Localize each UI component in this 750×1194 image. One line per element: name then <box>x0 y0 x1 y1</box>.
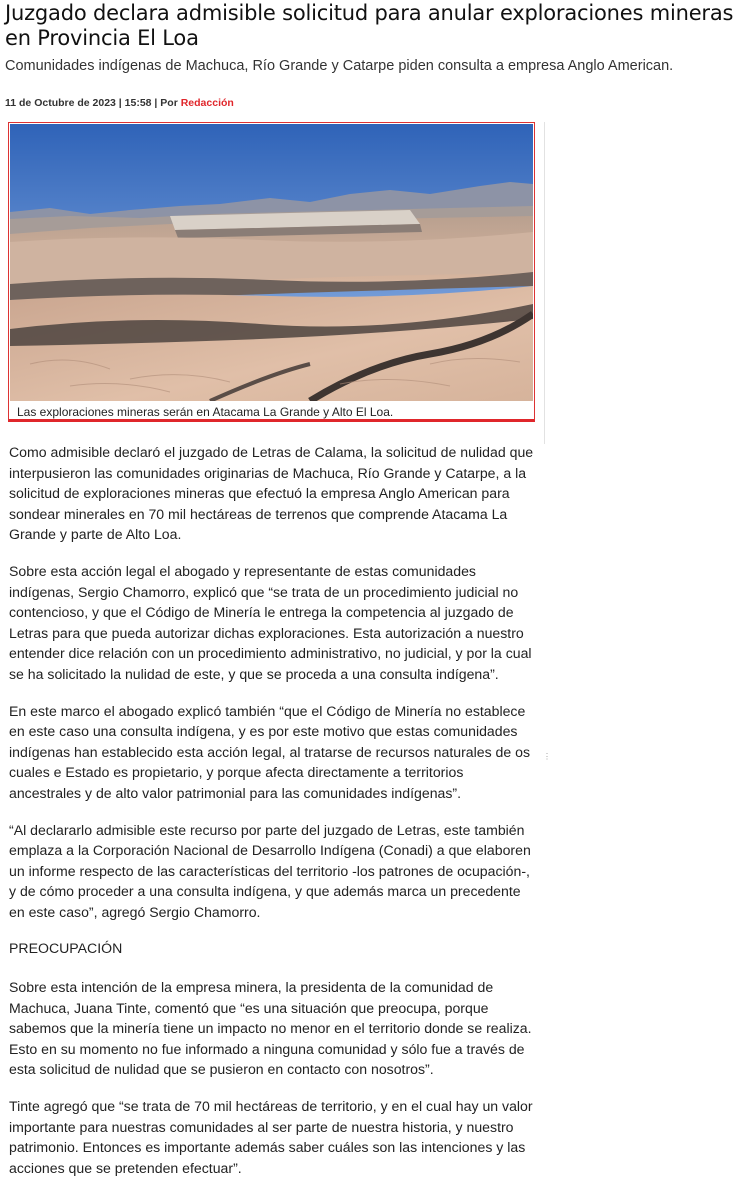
article-body <box>9 442 537 1194</box>
column-divider <box>544 122 545 444</box>
section-subheading: PREOCUPACIÓN <box>9 940 123 957</box>
article-figure <box>8 122 535 422</box>
paragraph: Tinte agregó que “se trata de 70 mil hectáreas de territorio, y en el cual hay un valor importante para nuestras comunidades al ser parte de nuestra historia, y nuestro patrimonio. Entonces es importante además saber cuáles son las intenciones y las acciones que se pretenden efectuar”. <box>9 1098 533 1176</box>
paragraph: “Al declararlo admisible este recurso por parte del juzgado de Letras, este también emplaza a la Corporación Nacional de Desarrollo Indígena (Conadi) a que elaboren un informe respecto de las características del territorio -los patrones de ocupación-, y de cómo proceder a una consulta indígena, y que además marca un precedente en este caso”, agregó Sergio Chamorro. <box>9 821 531 920</box>
byline-author-link[interactable]: Redacción <box>180 97 234 109</box>
paragraph: Sobre esta intención de la empresa minera, la presidenta de la comunidad de Machuca, Juana Tinte, comentó que “es una situación que preocupa, porque sabemos que la minería tiene un impacto no menor en el territorio donde se realiza. Esto en su momento no fue informado a ninguna comunidad y sólo fue a través de esta solicitud de nulidad que se pusieron en contacto con nosotros”. <box>9 979 532 1078</box>
paragraph: En este marco el abogado explicó también “que el Código de Minería no establece en este caso una consulta indígena, y es por este motivo que estas comunidades indígenas han establecido esta acción legal, al tratarse de recursos naturales de os cuales e Estado es propietario, y porque afecta directamente a territorios ancestrales y de alto valor patrimonial para las comunidades indígenas”. <box>9 702 531 801</box>
article-byline <box>5 97 234 109</box>
canyon-photo <box>10 124 533 401</box>
paragraph: Sobre esta acción legal el abogado y representante de estas comunidades indígenas, Sergio Chamorro, explicó que “se trata de un procedimiento judicial no contencioso, y que el Código de Minería le entrega la competencia al juzgado de Letras para que pueda autorizar dichas exploraciones. Esta autorización a nuestro entender dice relación con un procedimiento administrativo, no judicial, y por la cual se ha solicitado la nulidad de este, y que se proceda a una consulta indígena”. <box>9 562 532 682</box>
figure-caption: Las exploraciones mineras serán en Atacama La Grande y Alto El Loa. <box>17 405 394 419</box>
paragraph: Como admisible declaró el juzgado de Letras de Calama, la solicitud de nulidad que interpusieron las comunidades originarias de Machuca, Río Grande y Catarpe, a la solicitud de exploraciones mineras que efectuó la empresa Anglo American para sondear minerales en 70 mil hectáreas de terrenos que comprende Atacama La Grande y parte de Alto Loa. <box>9 444 534 543</box>
article-headline: Juzgado declara admisible solicitud para anular exploraciones mineras en Provincia El Loa <box>5 1 734 50</box>
byline-date: 11 de Octubre de 2023 | 15:58 | Por <box>5 97 181 109</box>
sidebar-marker: ⋮ <box>543 752 551 761</box>
article-deck: Comunidades indígenas de Machuca, Río Grande y Catarpe piden consulta a empresa Anglo American. <box>5 58 674 74</box>
